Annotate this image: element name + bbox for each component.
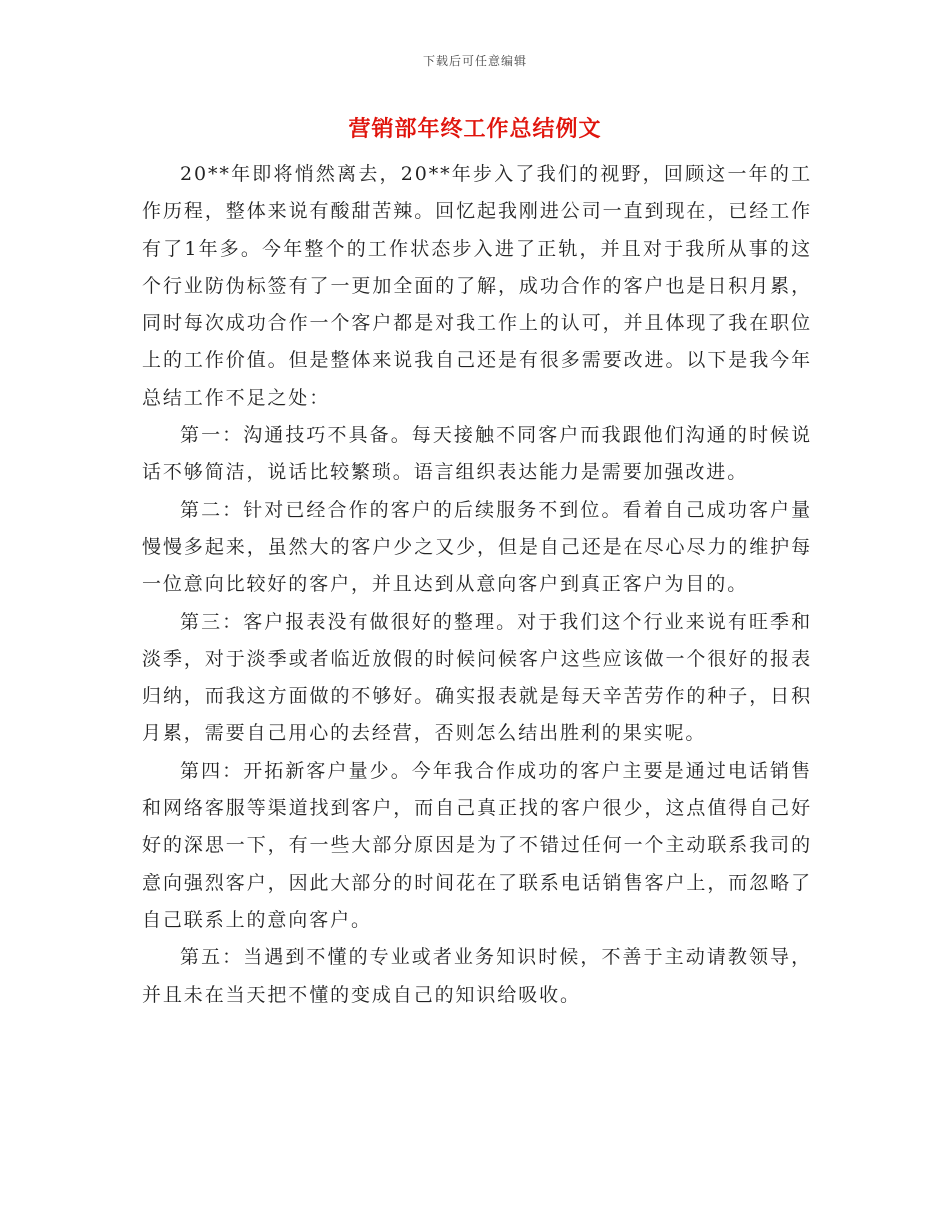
paragraph-intro: 20**年即将悄然离去，20**年步入了我们的视野，回顾这一年的工作历程，整体来说有酸甜苦辣。回忆起我刚进公司一直到现在，已经工作有了1年多。今年整个的工作状态步入进了正轨，并且对于我所从事的这个行业防伪标签有了一更加全面的了解，成功合作的客户也是日积月累，同时每次成功合作一个客户都是对我工作上的认可，并且体现了我在职位上的工作价值。但是整体来说我自己还是有很多需要改进。以下是我今年总结工作不足之处：: [142, 163, 812, 409]
paragraph-point-2: 第二：针对已经合作的客户的后续服务不到位。看着自己成功客户量慢慢多起来，虽然大的客户少之又少，但是自己还是在尽心尽力的维护每一位意向比较好的客户，并且达到从意向客户到真正客户为目的。: [142, 498, 812, 596]
paragraph-point-4: 第四：开拓新客户量少。今年我合作成功的客户主要是通过电话销售和网络客服等渠道找到客户，而自己真正找的客户很少，这点值得自己好好的深思一下，有一些大部分原因是为了不错过任何一个主动联系我司的意向强烈客户，因此大部分的时间花在了联系电话销售客户上，而忽略了自己联系上的意向客户。: [142, 759, 812, 931]
paragraph-point-5: 第五：当遇到不懂的专业或者业务知识时候，不善于主动请教领导，并且未在当天把不懂的变成自己的知识给吸收。: [142, 946, 812, 1006]
paragraph-point-1: 第一：沟通技巧不具备。每天接触不同客户而我跟他们沟通的时候说话不够简洁，说话比较繁琐。语言组织表达能力是需要加强改进。: [142, 424, 812, 484]
header-note: 下载后可任意编辑: [422, 54, 527, 68]
paragraph-point-3: 第三：客户报表没有做很好的整理。对于我们这个行业来说有旺季和淡季，对于淡季或者临近放假的时候问候客户这些应该做一个很好的报表归纳，而我这方面做的不够好。确实报表就是每天辛苦劳作的种子，日积月累，需要自己用心的去经营，否则怎么结出胜利的果实呢。: [142, 610, 812, 745]
document-body: [142, 156, 812, 1014]
document-title: 营销部年终工作总结例文: [348, 116, 602, 142]
